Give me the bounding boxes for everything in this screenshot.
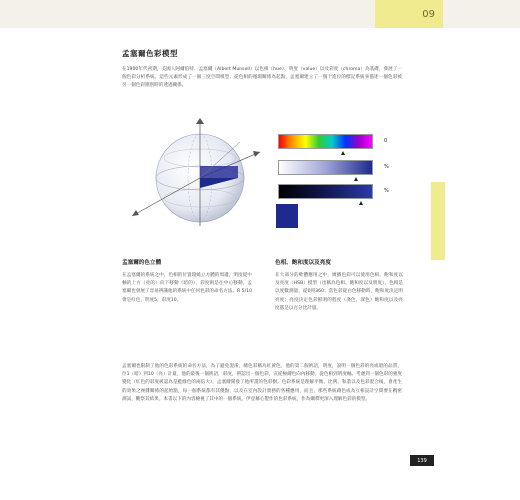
intro-paragraph: 在1900年代初期，美國人阿爾伯特．孟塞爾（Albert Munsell）以色相（hue）、明度（value）以及彩度（chroma）為基礎，發展了一個色彩分析系統。這些元素形成了一個三度空間模型；從色相的循環關係為起點，孟塞爾建立了一個十進位的標記系統來描述一個色彩被另一個色彩圍別時的透過關係。 <box>122 67 402 89</box>
saturation-bar-label: % <box>384 164 389 170</box>
hue-bar <box>278 134 373 149</box>
side-tab <box>431 182 445 260</box>
chapter-number: 09 <box>422 8 435 20</box>
left-section-body: 在孟塞爾的系統之中，色相的位置環繞立方體的周邊，明度從中軸的上方（亮的）向下移動（暗的），彩度則是往中心移動。孟塞爾也發展了容易辨識他的系統中任何色彩的命名方法。R 5/10會是紅色，明度5，彩度10。 <box>122 273 252 303</box>
saturation-bar <box>278 160 373 175</box>
chapter-tab <box>375 0 443 28</box>
brightness-bar-label: % <box>384 188 389 194</box>
saturation-marker <box>354 177 358 181</box>
right-section-body: 在大部分的軟體應用之中，廣播色彩可以使用色相、飽和度以及亮度（HSB）模型（也稱為色相、飽和度以及明度），色相是以度數測量，從0到360；當色彩從白色移動時，飽和度決定明亮度；亮度決定色彩鮮明的程度（淺色、深色）飽和度以及亮度都是以百分比計量。 <box>275 273 403 311</box>
munsell-sphere-diagram <box>122 118 262 230</box>
brightness-marker <box>359 201 363 205</box>
brightness-bar <box>278 184 373 199</box>
hue-bar-label: 0 <box>384 138 388 144</box>
color-swatch <box>276 204 298 228</box>
right-section-heading: 色相、飽和度以及亮度 <box>275 260 331 266</box>
hue-marker <box>341 151 345 155</box>
page-number: 139 <box>410 455 434 466</box>
closing-paragraph: 孟塞爾也限制了他的色彩系統的命名方法，為了避免混淆，總色彩稱為紅黃色，他的第二個術語，明度，說明一個色彩的亮或暗的品質，位1（暗）到10（亮）計量，他的最後一個術語，彩度，辨認出一個色彩，宣從極爾色向內移動，從色相到明度軸。考慮到一個色彩的強度變化（紅色的彩度被認為是藍綠色的兩倍大），孟塞爾開發了他所謂的色彩樹。色彩系統是理解平衡、比例、和諧以及色彩混合後，會產生的效果之複雜關係的起始點，每一個系統都有其優點，以及在室內設計實務的各種應用，而且，那些系統藉色成為互相設計空間要在稠密測試，觀察其結果。本書以下的內容檢視了其中的一個系統，伊登稱心製作的色彩系統，作為闡釋更深入理解色彩的模型。 <box>122 364 402 402</box>
page-title: 孟塞爾色彩模型 <box>122 49 178 58</box>
left-section-heading: 孟塞爾的色立體 <box>122 260 162 266</box>
